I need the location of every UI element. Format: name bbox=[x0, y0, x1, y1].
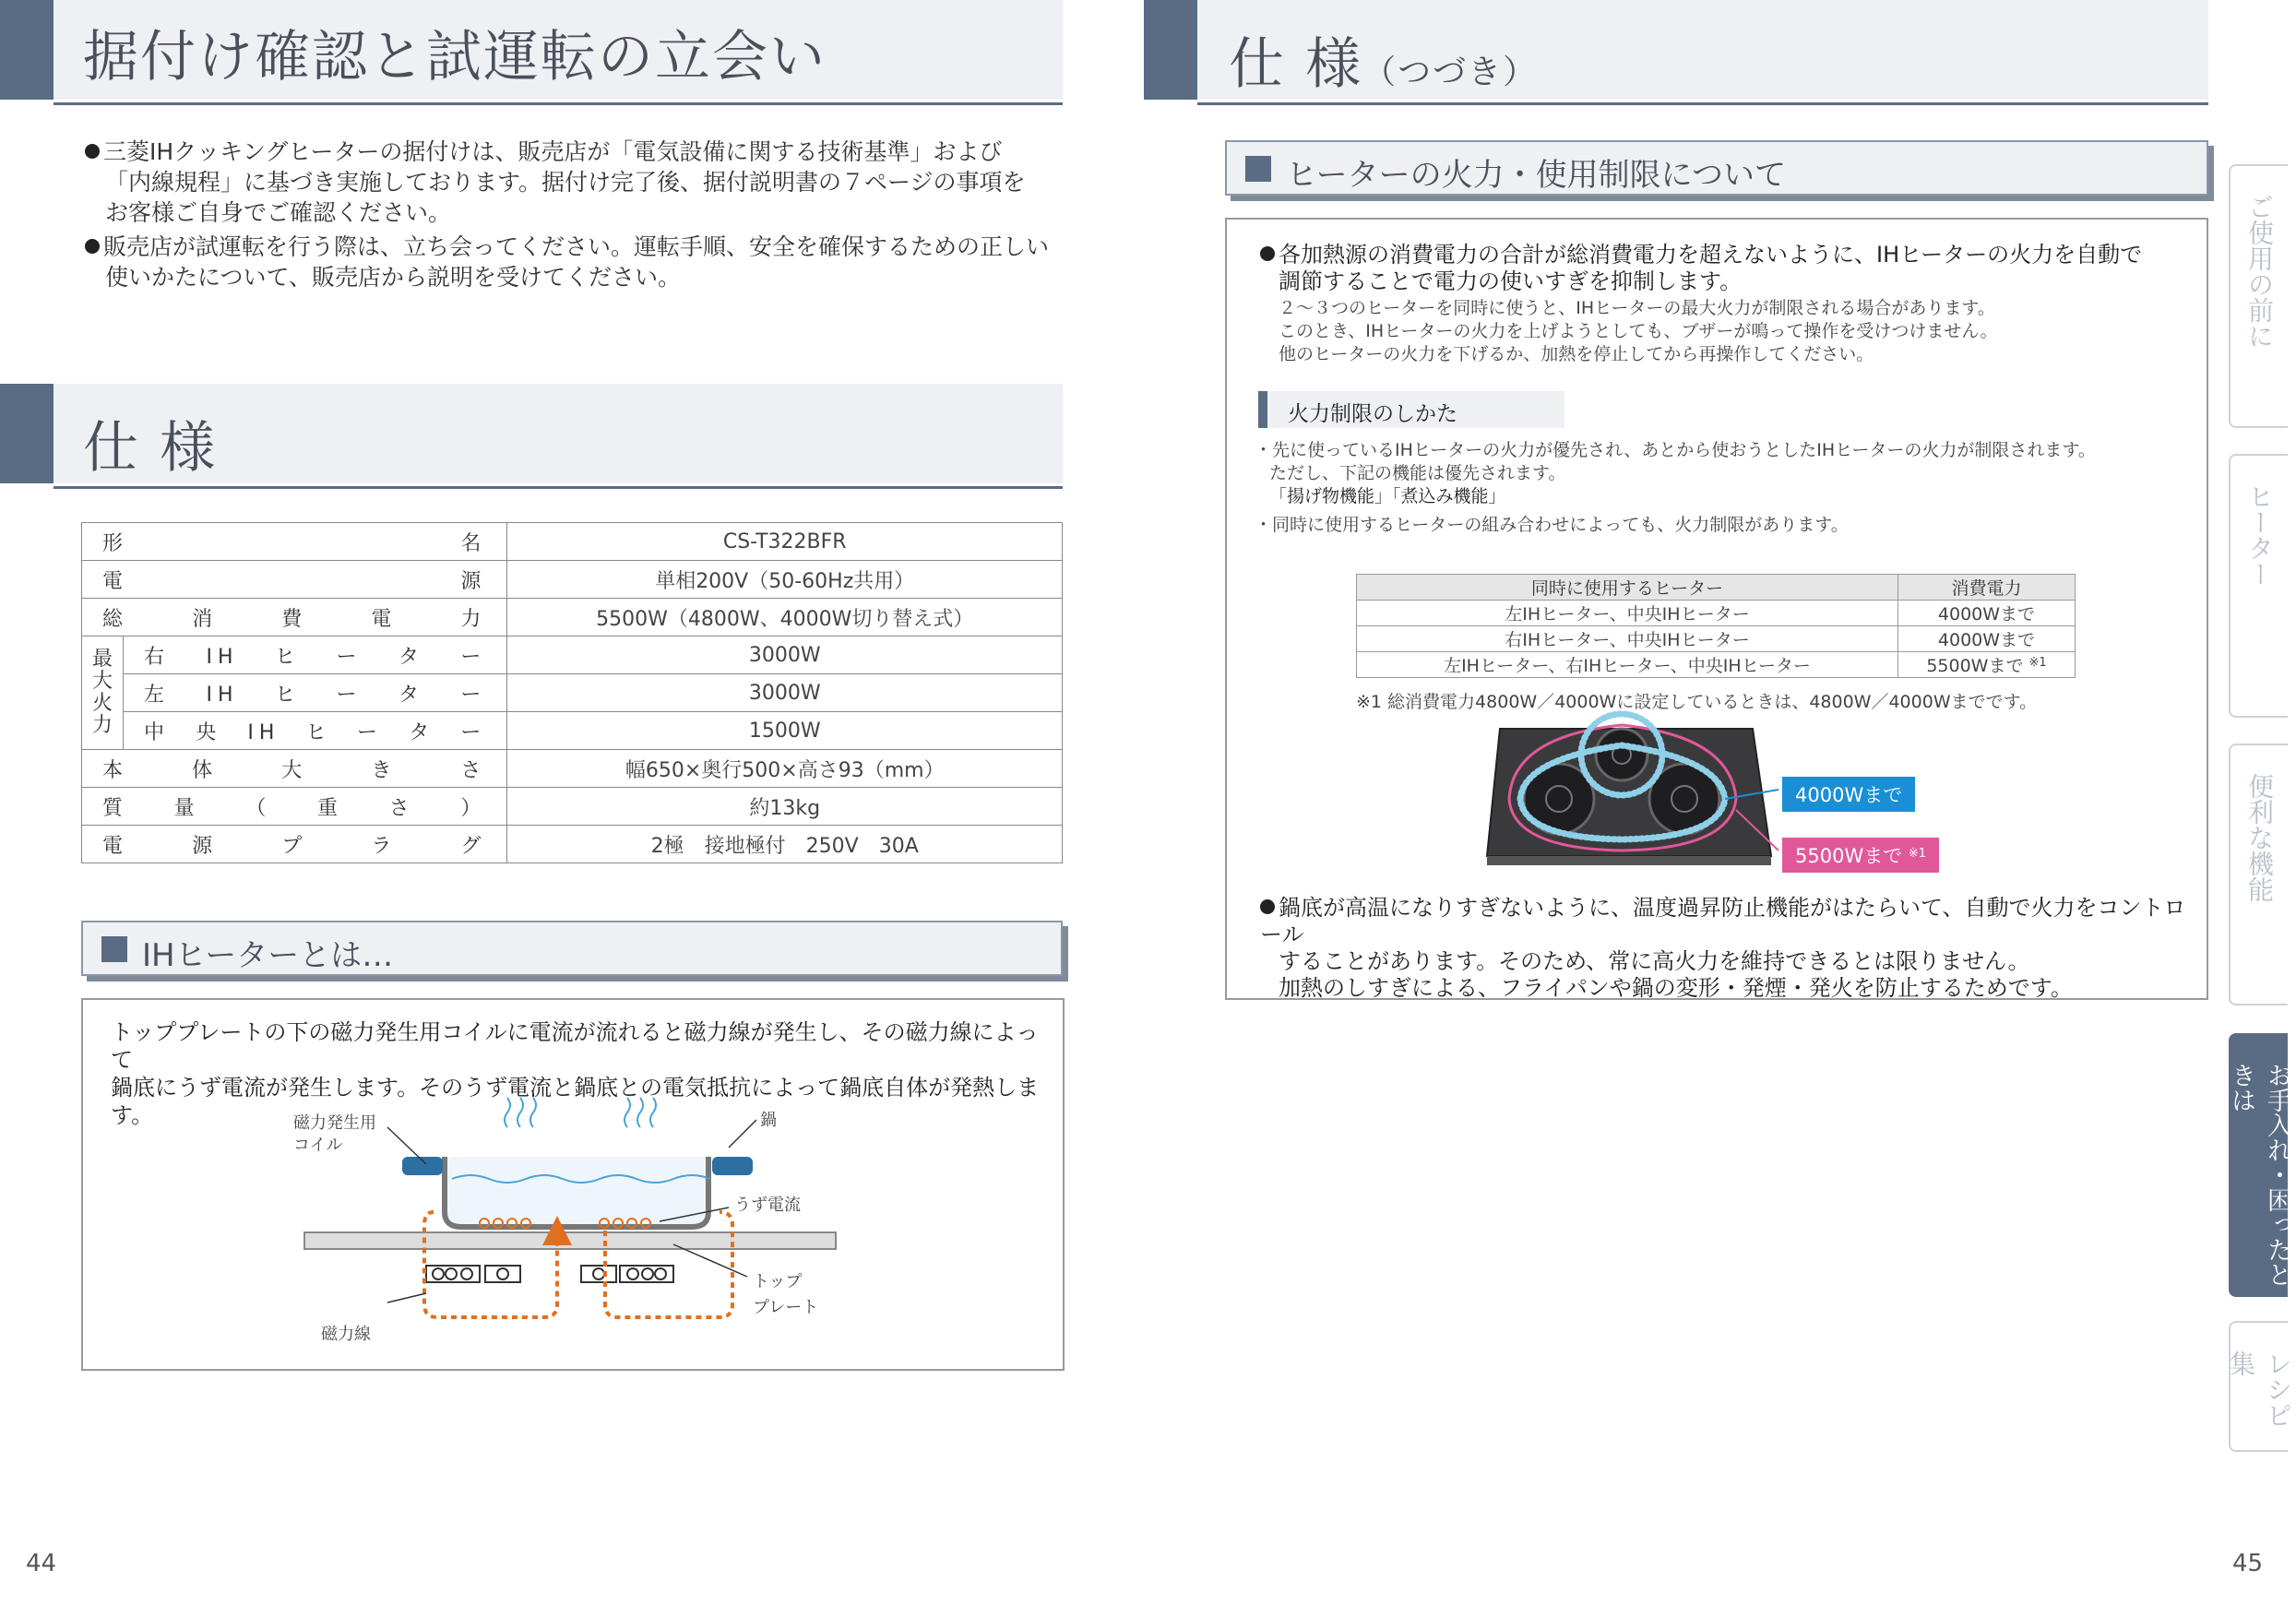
table-row bbox=[82, 636, 1063, 674]
cell-value: 5500Wまで bbox=[1926, 656, 2024, 676]
table-row bbox=[82, 523, 1063, 561]
section-title: 仕 様 bbox=[83, 416, 218, 481]
ih-text-line: 鍋底にうず電流が発生します。そのうず電流と鍋底との電気抵抗によって鍋底自体が発熱します。 bbox=[111, 1075, 1040, 1128]
bullet-line: お客様ご自身でご確認ください。 bbox=[105, 199, 452, 226]
table-cell: 左IHヒーター、右IHヒーター、中央IHヒーター bbox=[1357, 652, 1898, 678]
note-line: このとき、IHヒーターの火力を上げようとしても、ブザーが鳴って操作を受けつけません。 bbox=[1279, 321, 1998, 341]
heading-rule bbox=[54, 102, 1063, 105]
note-line: ・同時に使用するヒーターの組み合わせによっても、火力制限があります。 bbox=[1255, 515, 1849, 535]
plate-label-line: プレート bbox=[753, 1298, 819, 1317]
section-heading-spec bbox=[0, 384, 1063, 483]
bullet-item bbox=[85, 232, 1072, 262]
pan-handle-right bbox=[712, 1157, 753, 1175]
bullet-line: することがあります。そのため、常に高火力を維持できるとは限りません。 bbox=[1279, 948, 2030, 974]
spec-group-text: 最大火力 bbox=[92, 648, 113, 737]
section-heading-spec-continued bbox=[1144, 0, 2208, 100]
bullet-icon bbox=[85, 239, 100, 254]
bullet-item bbox=[1260, 895, 2192, 948]
footnote-mark: ※1 bbox=[2028, 656, 2047, 670]
table-header: 消費電力 bbox=[1898, 575, 2076, 601]
spec-value: 幅650×奥行500×高さ93（mm） bbox=[507, 750, 1063, 788]
note-line: ただし、下記の機能は優先されます。 bbox=[1269, 463, 1566, 483]
spec-label: 左IHヒーター bbox=[124, 674, 507, 712]
spec-label: 形名 bbox=[82, 523, 507, 561]
bullet-line: 加熱のしすぎによる、フライパンや鍋の変形・発煙・発火を防止するためです。 bbox=[1279, 975, 2073, 1001]
spec-value: 単相200V（50-60Hz共用） bbox=[507, 561, 1063, 599]
table-row bbox=[82, 750, 1063, 788]
pan-shape bbox=[445, 1157, 708, 1227]
page-number-left: 44 bbox=[26, 1550, 57, 1577]
heading-rule bbox=[54, 486, 1063, 489]
table-row bbox=[82, 674, 1063, 712]
table-header: 同時に使用するヒーター bbox=[1357, 575, 1898, 601]
power-limit-box bbox=[1225, 218, 2208, 1000]
heading-bar bbox=[0, 0, 54, 100]
cooktop-front bbox=[1487, 856, 1771, 865]
limit-heading-text: 火力制限のしかた bbox=[1288, 402, 1457, 426]
spec-value: 3000W bbox=[507, 636, 1063, 674]
spec-group-label bbox=[82, 636, 124, 750]
label-5500-mark: ※1 bbox=[1908, 847, 1927, 861]
table-cell: 右IHヒーター、中央IHヒーター bbox=[1357, 626, 1898, 652]
table-row bbox=[82, 788, 1063, 826]
table-cell: 4000Wまで bbox=[1898, 626, 2076, 652]
table-row bbox=[82, 561, 1063, 599]
spec-label: 質量（重さ） bbox=[82, 788, 507, 826]
note-line: 他のヒーターの火力を下げるか、加熱を停止してから再操作してください。 bbox=[1279, 344, 1874, 364]
burner-center bbox=[1596, 729, 1648, 780]
page-number-right: 45 bbox=[2232, 1550, 2264, 1577]
note-line: 「揚げ物機能」「煮込み機能」 bbox=[1269, 486, 1506, 506]
bullet-item bbox=[85, 137, 1072, 167]
side-tab-recipes[interactable]: レシピ集 bbox=[2229, 1321, 2288, 1452]
spec-label: 本体大きさ bbox=[82, 750, 507, 788]
heading-rule bbox=[1197, 102, 2208, 105]
spec-value: 3000W bbox=[507, 674, 1063, 712]
spec-label: 中央IHヒーター bbox=[124, 712, 507, 750]
ih-subheading bbox=[81, 921, 1063, 976]
plate-label bbox=[753, 1269, 818, 1321]
table-row bbox=[82, 826, 1063, 863]
note-line: ２～３つのヒーターを同時に使うと、IHヒーターの最大火力が制限される場合があります。 bbox=[1279, 298, 1995, 318]
bullet-line: 三菱IHクッキングヒーターの据付けは、販売店が「電気設備に関する技術基準」および bbox=[103, 138, 1003, 165]
cooktop-illustration bbox=[1227, 220, 2207, 998]
note-line: ・先に使っているIHヒーターの火力が優先され、あとから使おうとしたIHヒーターの火力が制限されます。 bbox=[1255, 440, 2096, 460]
spec-value: CS-T322BFR bbox=[507, 523, 1063, 561]
square-icon bbox=[1245, 156, 1271, 182]
subheading-text: ヒーターの火力・使用制限について bbox=[1286, 157, 1786, 194]
coil-icon bbox=[426, 1266, 673, 1282]
bullet-icon bbox=[1260, 899, 1275, 914]
title-main: 仕 様 bbox=[1229, 32, 1363, 97]
bullet-icon bbox=[85, 144, 100, 159]
side-tab-care-troubleshooting[interactable]: お手入れ・困ったときは bbox=[2229, 1033, 2288, 1297]
ih-diagram bbox=[83, 1000, 1063, 1369]
steam-icon bbox=[625, 1098, 656, 1127]
bullet-line: 調節することで電力の使いすぎを抑制します。 bbox=[1279, 268, 1743, 294]
pan-label: 鍋 bbox=[760, 1111, 777, 1130]
flux-label: 磁力線 bbox=[321, 1325, 371, 1344]
spec-value: 約13kg bbox=[507, 788, 1063, 826]
bullet-line: 「内線規程」に基づき実施しております。据付け完了後、据付説明書の７ページの事項を bbox=[105, 169, 1026, 196]
heading-bar bbox=[0, 384, 54, 483]
spec-value: 5500W（4800W、4000W切り替え式） bbox=[507, 599, 1063, 636]
spec-label: 電源プラグ bbox=[82, 826, 507, 863]
coil-label bbox=[293, 1112, 376, 1157]
bullet-line: 販売店が試運転を行う際は、立ち会ってください。運転手順、安全を確保するための正しい bbox=[103, 233, 1050, 260]
subheading-text: IHヒーターとは… bbox=[142, 937, 394, 974]
side-tab-features[interactable]: 便利な機能 bbox=[2229, 744, 2288, 1005]
section-title: 据付け確認と試運転の立会い bbox=[83, 25, 827, 89]
side-tab-heater[interactable]: ヒーター bbox=[2229, 454, 2288, 718]
power-limit-subheading bbox=[1225, 140, 2208, 196]
table-row bbox=[82, 712, 1063, 750]
pan-handle-left bbox=[402, 1157, 443, 1175]
coil-label-line: 磁力発生用 bbox=[293, 1113, 376, 1133]
spec-value: 1500W bbox=[507, 712, 1063, 750]
steam-icon bbox=[505, 1098, 536, 1127]
table-cell: 4000Wまで bbox=[1898, 601, 2076, 626]
side-tab-before-use[interactable]: ご使用の前に bbox=[2229, 164, 2288, 428]
ih-text-line: トッププレートの下の磁力発生用コイルに電流が流れると磁力線が発生し、その磁力線によって bbox=[111, 1019, 1039, 1073]
bullet-block-2 bbox=[1260, 895, 2192, 1002]
spec-table bbox=[81, 522, 1063, 863]
bullet-line: 使いかたについて、販売店から説明を受けてください。 bbox=[105, 264, 682, 291]
label-5500-text: 5500Wまで bbox=[1795, 845, 1903, 867]
bullet-line: 各加熱源の消費電力の合計が総消費電力を超えないように、IHヒーターの火力を自動で bbox=[1279, 242, 2143, 268]
section-title bbox=[1229, 20, 1538, 100]
label-5500 bbox=[1782, 838, 1939, 873]
eddy-label: うず電流 bbox=[734, 1196, 801, 1215]
section-heading-installation bbox=[0, 0, 1063, 100]
spec-label: 右IHヒーター bbox=[124, 636, 507, 674]
title-suffix: （つづき） bbox=[1362, 54, 1539, 91]
installation-text bbox=[85, 137, 1072, 292]
spec-label: 電源 bbox=[82, 561, 507, 599]
square-icon bbox=[101, 936, 127, 962]
top-plate bbox=[304, 1232, 836, 1249]
spec-label: 総消費電力 bbox=[82, 599, 507, 636]
plate-label-line: トップ bbox=[753, 1272, 803, 1291]
table-cell: 左IHヒーター、中央IHヒーター bbox=[1357, 601, 1898, 626]
label-4000: 4000Wまで bbox=[1782, 777, 1915, 812]
ih-explanation-box bbox=[81, 998, 1065, 1371]
spec-value: 2極 接地極付 250V 30A bbox=[507, 826, 1063, 863]
bullet-line: 鍋底が高温になりすぎないように、温度過昇防止機能がはたらいて、自動で火力をコントロール bbox=[1260, 895, 2186, 947]
table-row bbox=[82, 599, 1063, 636]
heading-bar bbox=[1144, 0, 1197, 100]
footnote: ※1 総消費電力4800W／4000Wに設定しているときは、4800W／4000Wまでです。 bbox=[1356, 692, 2038, 712]
coil-label-line: コイル bbox=[293, 1136, 343, 1155]
